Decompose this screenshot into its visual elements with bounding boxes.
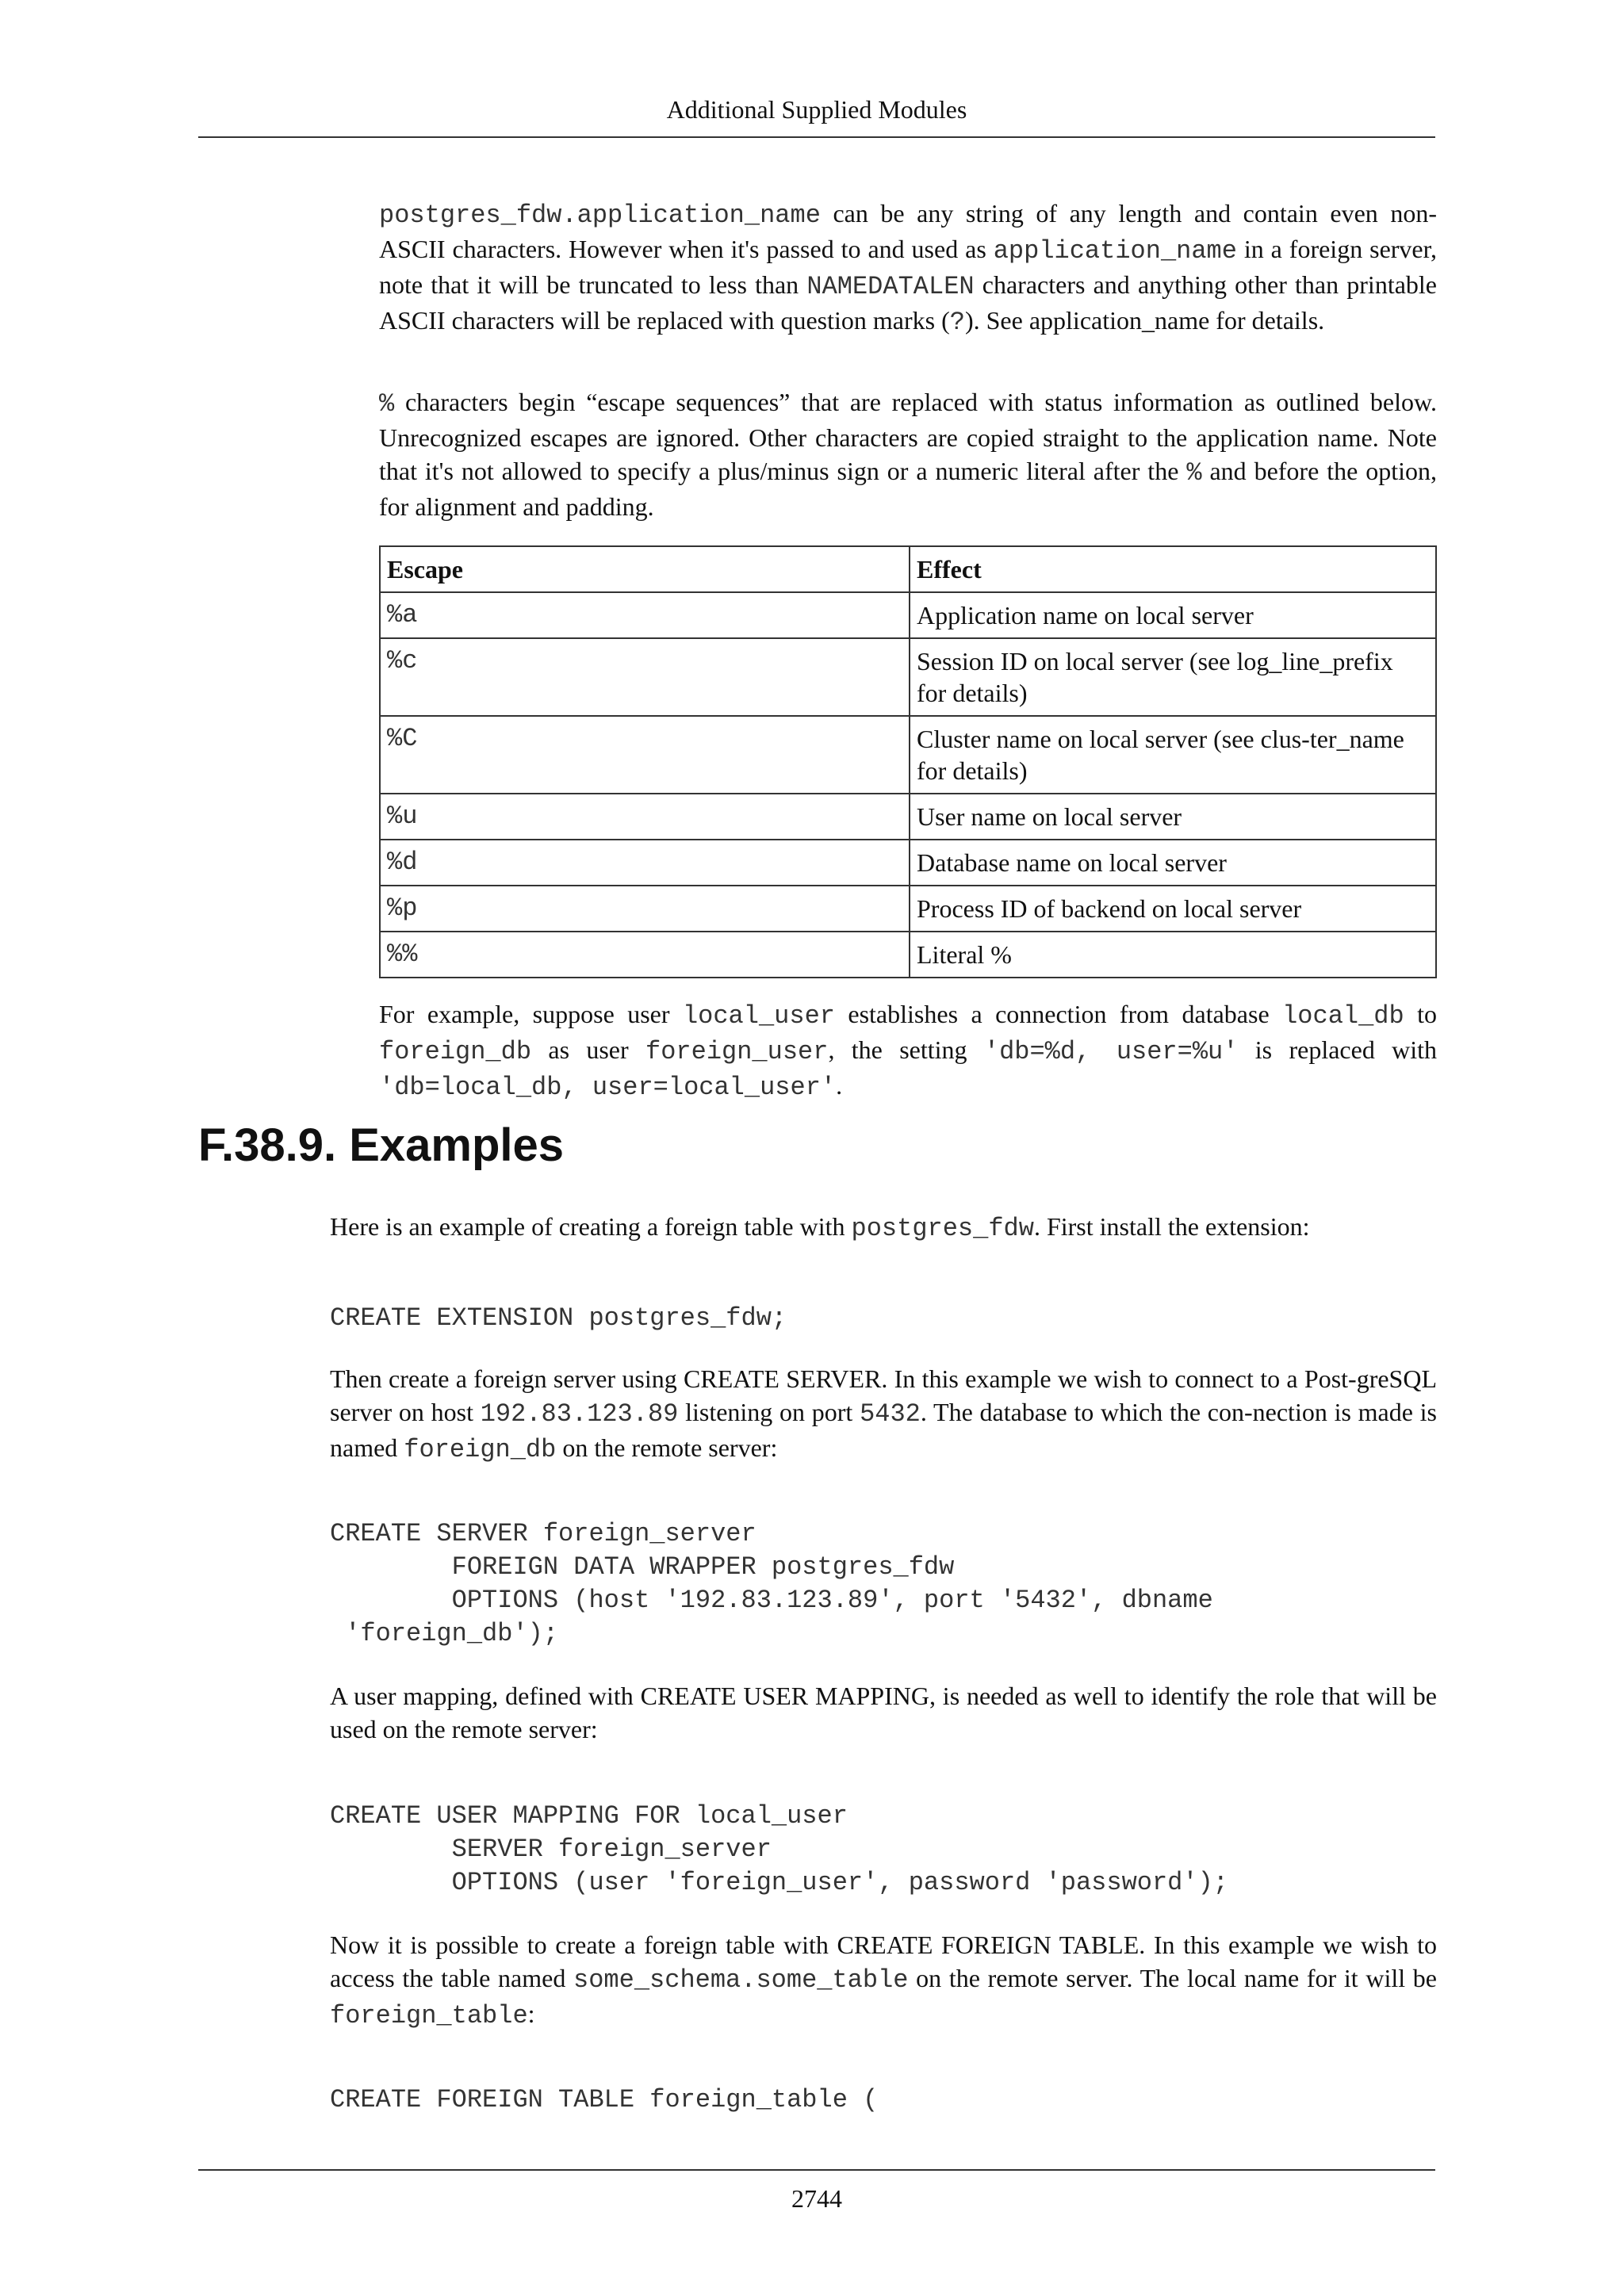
text-span: on the remote server: — [556, 1433, 778, 1462]
code-block-create-server: CREATE SERVER foreign_server FOREIGN DATA WRAPPER postgres_fdw OPTIONS (host '192.83.123.89', port '5432', dbname 'foreign_db'); — [330, 1519, 1213, 1648]
text-span: establishes a connection from database — [834, 1000, 1283, 1028]
effect-cell: User name on local server — [910, 794, 1436, 840]
text-span: to — [1404, 1000, 1438, 1028]
page-header: Additional Supplied Modules — [666, 95, 967, 124]
text-span: . First install the extension: — [1033, 1212, 1310, 1241]
inline-code: local_user — [682, 1001, 835, 1031]
table-row — [380, 592, 1436, 638]
escape-cell: %p — [380, 886, 910, 932]
code-block-create-extension: CREATE EXTENSION postgres_fdw; — [330, 1303, 787, 1333]
effect-cell: Literal % — [910, 932, 1436, 978]
inline-code: some_schema.some_table — [573, 1965, 909, 1995]
escape-cell: %d — [380, 840, 910, 886]
inline-code: NAMEDATALEN — [806, 272, 975, 301]
examples-paragraph-3 — [330, 1679, 1437, 1746]
text-span: ). See application_name for details. — [964, 306, 1325, 335]
effect-cell: Application name on local server — [910, 592, 1436, 638]
inline-code: 'db=local_db, user=local_user' — [379, 1073, 837, 1102]
inline-code: foreign_table — [330, 2001, 528, 2030]
table-row — [380, 840, 1436, 886]
text-span: can be any string of any length and contain even non-ASCII characters. However when it's passed to and used as — [379, 199, 1437, 263]
text-span: listening on port — [678, 1398, 860, 1426]
escape-table — [379, 545, 1437, 978]
table-row — [380, 638, 1436, 716]
text-span: on the remote server. The local name for it will be — [908, 1964, 1438, 1992]
examples-paragraph-1 — [330, 1210, 1437, 1246]
table-header-row — [380, 546, 1436, 592]
table-row — [380, 886, 1436, 932]
inline-code: foreign_db — [404, 1435, 557, 1464]
text-span: . — [836, 1071, 843, 1100]
inline-code: application_name — [993, 236, 1237, 266]
text-span: and before the option, for alignment and padding. — [379, 457, 1438, 521]
text-span: Then create a foreign server using CREATE SERVER. In this example we wish to connect to a Post-greSQL server on host — [330, 1364, 1437, 1426]
inline-code: 'db=%d, user=%u' — [983, 1037, 1239, 1066]
text-span: Now it is possible to create a foreign table with CREATE FOREIGN TABLE. In this example we wish to access the table named — [330, 1931, 1437, 1992]
inline-code: local_db — [1282, 1001, 1404, 1031]
header-rule — [198, 136, 1435, 138]
text-span: Here is an example of creating a foreign table with — [330, 1212, 852, 1241]
inline-code: 5432 — [860, 1399, 921, 1429]
text-span: A user mapping, defined with CREATE USER MAPPING, is needed as well to identify the role that will be used on the remote server: — [330, 1682, 1437, 1743]
intro-paragraph-2 — [379, 385, 1437, 523]
text-span: characters and anything other than printable ASCII characters will be replaced with question marks ( — [379, 270, 1438, 335]
effect-cell: Database name on local server — [910, 840, 1436, 886]
column-header-escape: Escape — [380, 546, 910, 592]
text-span: : — [527, 1999, 535, 2028]
footer-rule — [198, 2169, 1435, 2171]
escape-cell: %c — [380, 638, 910, 716]
table-row — [380, 794, 1436, 840]
text-span: as user — [531, 1035, 645, 1064]
effect-cell: Session ID on local server (see log_line_prefix for details) — [910, 638, 1436, 716]
text-span: is replaced with — [1238, 1035, 1438, 1064]
examples-paragraph-2 — [330, 1362, 1437, 1467]
inline-code: postgres_fdw — [851, 1214, 1034, 1243]
text-span: in a foreign server, note that it will be truncated to less than — [379, 235, 1438, 299]
column-header-effect: Effect — [910, 546, 1436, 592]
page-number: 2744 — [791, 2184, 842, 2213]
effect-cell: Cluster name on local server (see clus-ter_name for details) — [910, 716, 1436, 794]
section-heading: F.38.9. Examples — [198, 1119, 565, 1171]
code-block-user-mapping: CREATE USER MAPPING FOR local_user SERVER foreign_server OPTIONS (user 'foreign_user', password 'password'); — [330, 1801, 1228, 1897]
inline-code: foreign_db — [379, 1037, 532, 1066]
text-span: For example, suppose user — [379, 1000, 683, 1028]
effect-cell: Process ID of backend on local server — [910, 886, 1436, 932]
text-span: . The database to which the con-nection is made is named — [330, 1398, 1438, 1462]
inline-code: % — [379, 389, 395, 419]
inline-code: % — [1186, 458, 1202, 488]
escape-cell: %a — [380, 592, 910, 638]
escape-cell: %u — [380, 794, 910, 840]
inline-code: ? — [949, 308, 965, 337]
inline-code: foreign_user — [645, 1037, 829, 1066]
text-span: , the setting — [828, 1035, 984, 1064]
table-row — [380, 932, 1436, 978]
examples-paragraph-4 — [330, 1928, 1437, 2033]
code-block-create-foreign-table: CREATE FOREIGN TABLE foreign_table ( — [330, 2085, 879, 2114]
inline-code: postgres_fdw.application_name — [379, 201, 821, 230]
escape-cell: %C — [380, 716, 910, 794]
inline-code: 192.83.123.89 — [480, 1399, 679, 1429]
table-row — [380, 716, 1436, 794]
intro-paragraph-1 — [379, 197, 1437, 339]
example-paragraph — [379, 997, 1437, 1104]
text-span: characters begin “escape sequences” that are replaced with status information as outlined below. Unrecognized escapes are ignored. Other characters are copied straight to the application name. Note that it's not allowed to specify a plus/minus sign or a numeric literal after the — [379, 388, 1437, 485]
escape-cell: %% — [380, 932, 910, 978]
